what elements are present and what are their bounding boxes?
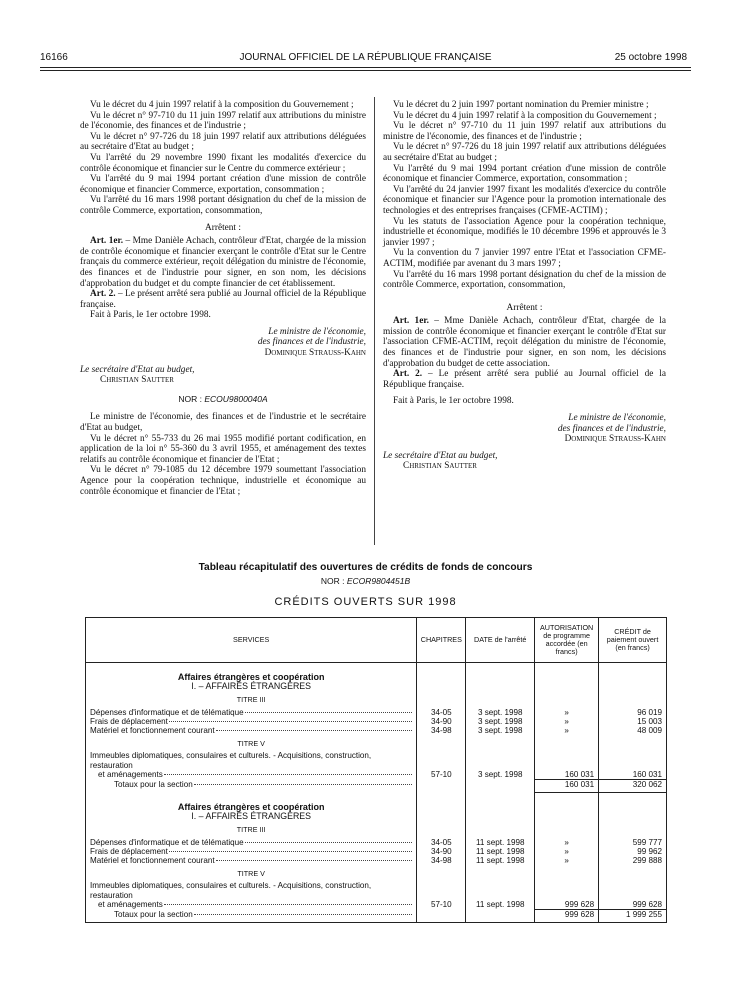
- row-chapitre: 34-05: [417, 708, 466, 717]
- row-autorisation: »: [535, 717, 599, 726]
- table-row: [86, 717, 667, 726]
- row-chapitre: 57-10: [417, 900, 466, 910]
- left-nor: [80, 394, 366, 405]
- row-date: 11 sept. 1998: [466, 847, 535, 856]
- row-service: Matériel et fonctionnement courant: [90, 726, 215, 736]
- totals-autorisation: 999 628: [535, 910, 599, 923]
- table-row: [86, 838, 667, 847]
- titre-iii-label: TITRE III: [86, 691, 417, 707]
- header-chapitres: CHAPITRES: [417, 618, 466, 663]
- titre-v-label: TITRE V: [86, 865, 417, 881]
- left-second-intro-1: Vu le décret n° 55-733 du 26 mai 1955 modifié portant codification, en application de la loi n° 55-360 du 3 avril 1955, et aménagement des textes relatifs au contrôle économique et financier de l'Etat ;: [80, 433, 366, 465]
- row-service: Matériel et fonctionnement courant: [90, 856, 215, 866]
- left-fait: Fait à Paris, le 1er octobre 1998.: [90, 310, 211, 321]
- header-autorisation: AUTORISATION de programme accordée (en francs): [535, 618, 599, 663]
- row-date: 3 sept. 1998: [466, 708, 535, 717]
- right-minister-name: Dominique Strauss-Kahn: [564, 434, 666, 445]
- table-title: Tableau récapitulatif des ouvertures de crédits de fonds de concours: [198, 562, 533, 573]
- titre-v-row: [86, 865, 667, 881]
- table-nor: [0, 576, 731, 586]
- credits-table: [85, 617, 667, 923]
- row-service: Dépenses d'informatique et de télématique: [90, 707, 244, 717]
- table-subtitle: CRÉDITS OUVERTS SUR 1998: [274, 596, 457, 608]
- totals-credit: 1 999 255: [599, 910, 667, 923]
- table-row: [86, 770, 667, 780]
- row-autorisation: »: [535, 708, 599, 717]
- right-art1-label: Art. 1er.: [393, 316, 429, 327]
- right-art2-label: Art. 2.: [393, 369, 423, 380]
- totals-row: [86, 780, 667, 793]
- header-date: DATE de l'arrêté: [466, 618, 535, 663]
- left-article-2: [80, 289, 366, 310]
- left-intro-0: Vu le décret du 4 juin 1997 relatif à la composition du Gouvernement ;: [90, 100, 354, 110]
- block-title: Affaires étrangères et coopération: [86, 799, 417, 812]
- right-intro-6: Vu les statuts de l'association Agence pour la coopération technique, industrielle et économique, modifiés le 10 décembre 1996 et approuvés le 3 janvier 1997 ;: [383, 216, 666, 248]
- table-nor-code: ECOR9804451B: [346, 576, 411, 586]
- row-autorisation: 160 031: [535, 770, 599, 780]
- table-row: [86, 881, 667, 899]
- table-row: [86, 751, 667, 769]
- right-article-1: [383, 316, 666, 369]
- left-minister-line2: des finances et de l'industrie,: [257, 337, 366, 348]
- row-autorisation: 999 628: [535, 900, 599, 910]
- right-art1-text: – Mme Danièle Achach, contrôleur d'Etat, chargée de la mission de contrôle économique et financier exerçant le contrôle d'Etat sur l'association CFME-ACTIM, reçoit délégation du ministre de l'économie, des finances et de l'industrie pour signer, en son nom, les décisions d'approbation du budget de cette association.: [383, 316, 666, 369]
- titre-v-row: [86, 735, 667, 751]
- row-credit: 99 962: [599, 847, 667, 856]
- row-autorisation: »: [535, 847, 599, 856]
- row-credit: 96 019: [599, 708, 667, 717]
- left-art1-text: – Mme Danièle Achach, contrôleur d'Etat, chargée de la mission de contrôle économique et financier exerçant le contrôle d'Etat sur le Centre français du commerce extérieur, reçoit délégation du ministre de l'économie, des finances et de l'industrie pour signer, en son nom, les décisions d'approbation du budget et du compte financier de cet établissement.: [80, 236, 366, 289]
- right-intro-1: Vu le décret du 4 juin 1997 relatif à la composition du Gouvernement ;: [393, 110, 657, 121]
- block-subtitle-row: [86, 812, 667, 821]
- row-service-line1: Immeubles diplomatiques, consulaires et culturels. - Acquisitions, construction, restauration: [86, 751, 417, 769]
- page-number: 16166: [40, 52, 68, 63]
- row-date: 3 sept. 1998: [466, 726, 535, 735]
- right-intro-7: Vu la convention du 7 janvier 1997 entre l'Etat et l'association CFME-ACTIM, modifiée par avenant du 3 mars 1997 ;: [383, 248, 666, 269]
- left-intro-4: Vu l'arrêté du 9 mai 1994 portant création d'une mission de contrôle économique et financier Commerce, exportation, consommation ;: [80, 174, 366, 195]
- totals-label: Totaux pour la section: [114, 779, 193, 789]
- totals-autorisation: 160 031: [535, 780, 599, 793]
- totals-credit: 320 062: [599, 780, 667, 793]
- right-intro-2: Vu le décret n° 97-710 du 11 juin 1997 relatif aux attributions du ministre de l'économie, des finances et de l'industrie ;: [383, 121, 666, 142]
- row-service-line1: Immeubles diplomatiques, consulaires et culturels. - Acquisitions, construction, restauration: [86, 881, 417, 899]
- table-row: [86, 726, 667, 735]
- header-rule-bottom: [40, 70, 691, 71]
- right-secretary-name: Christian Sautter: [403, 461, 477, 472]
- right-intro-4: Vu l'arrêté du 9 mai 1994 portant création d'une mission de contrôle économique et financier Commerce, exportation, consommation ;: [383, 163, 666, 185]
- right-intro-8: Vu l'arrêté du 16 mars 1998 portant désignation du chef de la mission de contrôle Commerce, exportation, consommation,: [383, 269, 666, 291]
- block-subtitle: I. – AFFAIRES ÉTRANGÈRES: [86, 812, 417, 821]
- left-art2-label: Art. 2.: [90, 289, 116, 300]
- left-art1-label: Art. 1er.: [90, 236, 124, 247]
- row-date: 3 sept. 1998: [466, 717, 535, 726]
- right-art2-text: – Le présent arrêté sera publié au Journal officiel de la République française.: [383, 369, 666, 390]
- row-service-line2: et aménagements: [98, 899, 163, 909]
- row-service: Frais de déplacement: [90, 846, 168, 856]
- left-art2-text: – Le présent arrêté sera publié au Journal officiel de la République française.: [80, 289, 367, 310]
- header-services: SERVICES: [86, 618, 417, 663]
- right-intro-0: Vu le décret du 2 juin 1997 portant nomination du Premier ministre ;: [393, 100, 649, 110]
- left-second-intro-0: Le ministre de l'économie, des finances et de l'industrie et le secrétaire d'Etat au budget,: [80, 412, 366, 434]
- block-subtitle-row: [86, 682, 667, 691]
- table-header-row: [86, 618, 667, 663]
- right-minister-line1: Le ministre de l'économie,: [568, 413, 666, 424]
- left-secretary-name: Christian Sautter: [100, 375, 174, 386]
- left-intro-5: Vu l'arrêté du 16 mars 1998 portant désignation du chef de la mission de contrôle Commerce, exportation, consommation,: [80, 195, 366, 216]
- block-title-row: [86, 799, 667, 812]
- row-service-line2: et aménagements: [98, 769, 163, 779]
- left-minister-line1: Le ministre de l'économie,: [268, 326, 366, 337]
- table-row: [86, 856, 667, 865]
- header-rule-top: [40, 67, 691, 68]
- row-credit: 999 628: [599, 900, 667, 910]
- row-date: 11 sept. 1998: [466, 838, 535, 847]
- totals-label: Totaux pour la section: [114, 909, 193, 919]
- row-chapitre: 34-98: [417, 726, 466, 735]
- titre-v-label: TITRE V: [86, 735, 417, 751]
- row-service: Frais de déplacement: [90, 716, 168, 726]
- left-intro-1: Vu le décret n° 97-710 du 11 juin 1997 relatif aux attributions du ministre de l'économie, des finances et de l'industrie ;: [80, 110, 366, 132]
- issue-date: 25 octobre 1998: [614, 52, 687, 63]
- left-arretent: Arrêtent :: [205, 222, 241, 233]
- titre-iii-row: [86, 691, 667, 707]
- block-title-row: [86, 669, 667, 682]
- titre-iii-row: [86, 821, 667, 837]
- right-article-2: [383, 369, 666, 390]
- row-credit: 299 888: [599, 856, 667, 865]
- right-arretent: Arrêtent :: [506, 302, 543, 313]
- row-date: 11 sept. 1998: [466, 856, 535, 865]
- row-chapitre: 34-90: [417, 847, 466, 856]
- row-chapitre: 57-10: [417, 770, 466, 780]
- left-nor-label: NOR :: [178, 393, 205, 404]
- left-intro-3: Vu l'arrêté du 29 novembre 1990 fixant les modalités d'exercice du contrôle économique et financier sur le Centre du commerce extérieur ;: [80, 152, 366, 174]
- header-credit: CRÉDIT de paiement ouvert (en francs): [599, 618, 667, 663]
- row-credit: 599 777: [599, 838, 667, 847]
- table-row: [86, 708, 667, 717]
- row-date: 11 sept. 1998: [466, 900, 535, 910]
- table-row: [86, 847, 667, 856]
- left-second-intro-2: Vu le décret n° 79-1085 du 12 décembre 1979 soumettant l'association Agence pour la coopération technique, industrielle et économique au contrôle économique et financier de l'Etat ;: [80, 465, 366, 497]
- block-title: Affaires étrangères et coopération: [86, 669, 417, 682]
- left-secretary-title: Le secrétaire d'Etat au budget,: [80, 364, 195, 375]
- left-article-1: [80, 236, 366, 289]
- column-divider: [374, 97, 375, 545]
- row-credit: 160 031: [599, 770, 667, 780]
- table-nor-label: NOR :: [320, 576, 347, 586]
- row-autorisation: »: [535, 856, 599, 865]
- titre-iii-label: TITRE III: [86, 821, 417, 837]
- row-credit: 15 003: [599, 717, 667, 726]
- row-autorisation: »: [535, 726, 599, 735]
- right-secretary-title: Le secrétaire d'Etat au budget,: [383, 450, 498, 461]
- right-minister-line2: des finances et de l'industrie,: [557, 423, 666, 434]
- row-credit: 48 009: [599, 726, 667, 735]
- totals-row: [86, 910, 667, 923]
- left-intro-2: Vu le décret n° 97-726 du 18 juin 1997 relatif aux attributions déléguées au secrétaire d'Etat au budget ;: [80, 131, 366, 153]
- row-chapitre: 34-98: [417, 856, 466, 865]
- right-intro-5: Vu l'arrêté du 24 janvier 1997 fixant les modalités d'exercice du contrôle économique et financier sur l'Agence pour la promotion internationale des technologies et des entreprises françaises (CFME-ACTIM) ;: [383, 184, 666, 216]
- left-nor-code: ECOU9800040A: [204, 393, 268, 404]
- right-intro-3: Vu le décret n° 97-726 du 18 juin 1997 relatif aux attributions déléguées au secrétaire d'Etat au budget ;: [383, 142, 666, 163]
- journal-title: JOURNAL OFFICIEL DE LA RÉPUBLIQUE FRANÇAISE: [239, 52, 492, 63]
- left-minister-name: Dominique Strauss-Kahn: [264, 348, 366, 359]
- row-service: Dépenses d'informatique et de télématique: [90, 837, 244, 847]
- block-subtitle: I. – AFFAIRES ÉTRANGÈRES: [86, 682, 417, 691]
- right-fait: Fait à Paris, le 1er octobre 1998.: [393, 396, 514, 407]
- left-column: [80, 100, 366, 497]
- row-autorisation: »: [535, 838, 599, 847]
- row-chapitre: 34-90: [417, 717, 466, 726]
- row-date: 3 sept. 1998: [466, 770, 535, 780]
- row-chapitre: 34-05: [417, 838, 466, 847]
- table-row: [86, 900, 667, 910]
- right-column: [383, 100, 666, 472]
